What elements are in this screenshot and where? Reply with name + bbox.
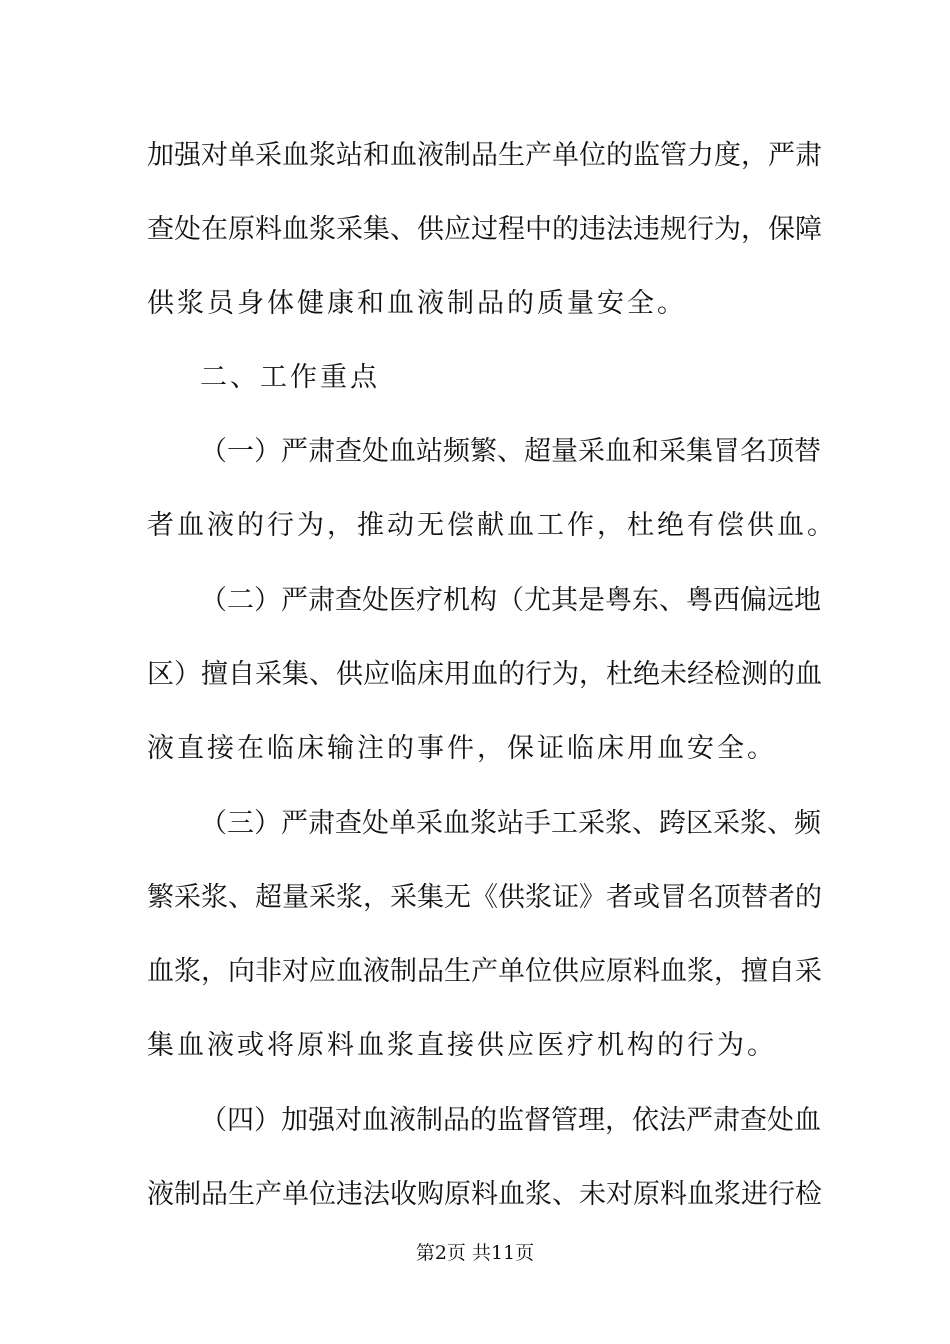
paragraph-line: （三）严肃查处单采血浆站手工采浆、跨区采浆、频	[200, 808, 821, 839]
paragraph-line: 查处在原料血浆采集、供应过程中的违法违规行为，保障	[147, 214, 822, 245]
section-heading: 二、工作重点	[200, 362, 380, 393]
paragraph-line: （一）严肃查处血站频繁、超量采血和采集冒名顶替	[200, 436, 821, 467]
paragraph-line: 繁采浆、超量采浆，采集无《供浆证》者或冒名顶替者的	[147, 882, 822, 913]
paragraph-line: 集血液或将原料血浆直接供应医疗机构的行为。	[147, 1030, 777, 1061]
paragraph-line: 血浆，向非对应血液制品生产单位供应原料血浆，擅自采	[147, 956, 822, 987]
paragraph-line: 者血液的行为，推动无偿献血工作，杜绝有偿供血。	[147, 510, 837, 541]
paragraph-line: 供浆员身体健康和血液制品的质量安全。	[147, 288, 687, 319]
page-number-footer: 第2页 共11页	[415, 1242, 535, 1264]
paragraph-line: 液制品生产单位违法收购原料血浆、未对原料血浆进行检	[147, 1179, 822, 1210]
paragraph-line: （二）严肃查处医疗机构（尤其是粤东、粤西偏远地	[200, 585, 821, 616]
paragraph-line: 区）擅自采集、供应临床用血的行为，杜绝未经检测的血	[147, 659, 822, 690]
paragraph-line: （四）加强对血液制品的监督管理，依法严肃查处血	[200, 1105, 821, 1136]
paragraph-line: 液直接在临床输注的事件，保证临床用血安全。	[147, 733, 777, 764]
paragraph-line: 加强对单采血浆站和血液制品生产单位的监管力度，严肃	[147, 140, 822, 171]
